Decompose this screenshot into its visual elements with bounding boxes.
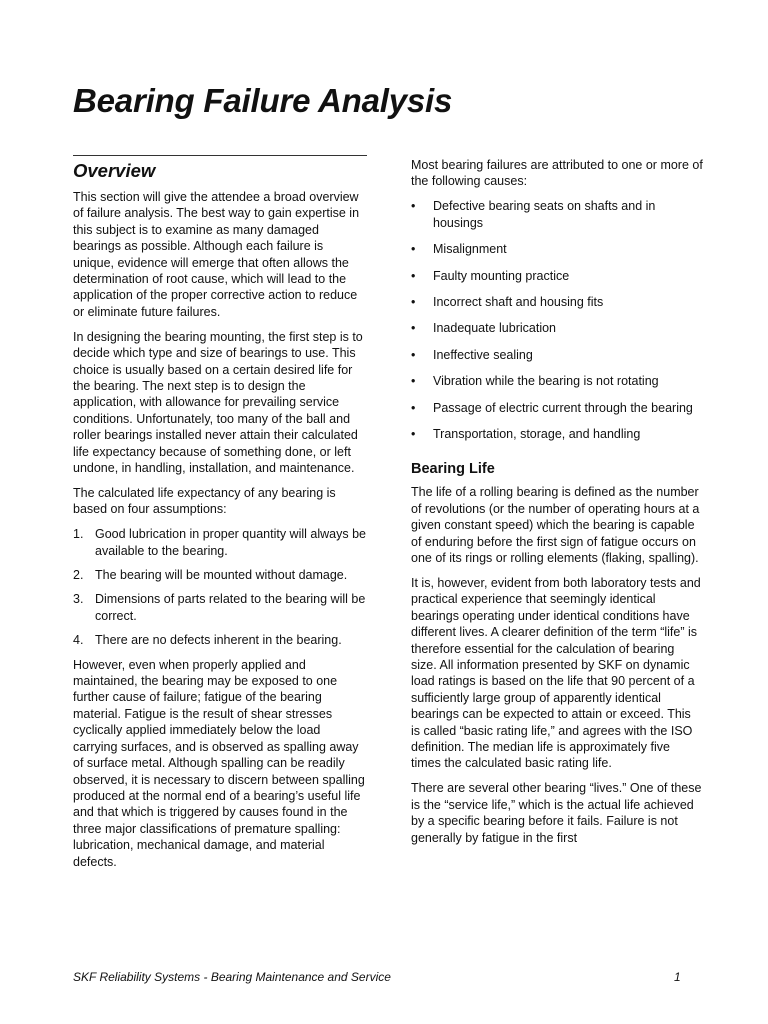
bullet-icon: • [411, 294, 416, 309]
page-number: 1 [674, 970, 681, 984]
list-item-text: Ineffective sealing [433, 347, 533, 362]
list-item-text: Defective bearing seats on shafts and in housings [433, 199, 656, 230]
bullet-icon: • [411, 347, 416, 362]
list-item [411, 241, 703, 257]
subheading-bearing-life: Bearing Life [411, 461, 495, 478]
footer-text: SKF Reliability Systems - Bearing Maintenance and Service [73, 970, 391, 984]
list-item [73, 567, 367, 583]
section-heading-overview: Overview [73, 155, 367, 183]
bullet-icon: • [411, 242, 416, 257]
list-item [411, 198, 703, 231]
fatigue-paragraph: However, even when properly applied and maintained, the bearing may be exposed to one further cause of failure; fatigue of the bearing material. Fatigue is the result of shear stresses cyclically applied immediately below the load carrying surfaces, and is observed as spalling away of surface metal. Although spalling can be readily observed, it is necessary to discern between spalling produced at the normal end of a bearing’s useful life and that which is triggered by causes found in the three major classifications of premature spalling: lubrication, mechanical damage, and material defects. [73, 657, 365, 869]
list-number: 3. [73, 592, 84, 607]
list-item-text: Incorrect shaft and housing fits [433, 294, 604, 309]
list-item-text: Misalignment [433, 242, 507, 257]
list-item [411, 373, 703, 389]
list-item-text: There are no defects inherent in the bearing. [95, 633, 342, 648]
list-item [411, 320, 703, 336]
rating-life-paragraph: It is, however, evident from both laboratory tests and practical experience that seemingly identical bearings operating under identical conditions have different lives. A clearer definition of the term “life” is therefore essential for the calculation of bearing size. All information presented by SKF on dynamic load ratings is based on the life that 90 percent of a sufficiently large group of apparently identical bearings can be expected to attain or exceed. This is called “basic rating life,” and agrees with the ISO definition. The median life is approximately five times the calculated basic rating life. [411, 575, 701, 771]
list-item-text: Passage of electric current through the bearing [433, 400, 693, 415]
service-life-paragraph: There are several other bearing “lives.” One of these is the “service life,” which is the actual life achieved by a specific bearing before it fails. Failure is not generally by fatigue in the first [411, 781, 702, 845]
bullet-icon: • [411, 268, 416, 283]
causes-intro: Most bearing failures are attributed to one or more of the following causes: [411, 158, 703, 189]
list-number: 1. [73, 527, 84, 542]
bullet-icon: • [411, 199, 416, 214]
assumptions-intro: The calculated life expectancy of any bearing is based on four assumptions: [73, 485, 336, 517]
list-item-text: Inadequate lubrication [433, 321, 557, 336]
design-paragraph: In designing the bearing mounting, the first step is to decide which type and size of bearings to use. This choice is usually based on a certain desired life for the bearing. The next step is to design the application, with allowance for prevailing service conditions. Unfortunately, too many of the ball and roller bearings installed never attain their calculated life expectancy because of something done, or left undone, in handling, installation, and maintenance. [73, 329, 363, 475]
bullet-icon: • [411, 374, 416, 389]
right-column [411, 157, 703, 854]
list-number: 4. [73, 633, 84, 648]
list-item [411, 400, 703, 416]
bullet-icon: • [411, 400, 416, 415]
list-item-text: Faulty mounting practice [433, 268, 570, 283]
list-item [411, 347, 703, 363]
causes-list [411, 198, 703, 442]
list-item-text: Dimensions of parts related to the bearing will be correct. [95, 592, 366, 623]
list-item-text: The bearing will be mounted without damage. [95, 568, 348, 583]
list-item [73, 526, 367, 559]
list-item-text: Good lubrication in proper quantity will always be available to the bearing. [95, 527, 366, 558]
assumptions-list [73, 526, 367, 648]
list-number: 2. [73, 568, 84, 583]
list-item [411, 294, 703, 310]
page-title: Bearing Failure Analysis [73, 82, 453, 119]
left-column [73, 155, 367, 878]
list-item [411, 268, 703, 284]
bullet-icon: • [411, 426, 416, 441]
overview-paragraph: This section will give the attendee a broad overview of failure analysis. The best way to gain expertise in this subject is to examine as many damaged bearings as possible. Although each failure is unique, evidence will emerge that often allows the determination of root cause, which will lead to the application of the proper corrective action to reduce or eliminate future failures. [73, 190, 360, 319]
bullet-icon: • [411, 321, 416, 336]
list-item-text: Vibration while the bearing is not rotating [433, 374, 659, 389]
list-item [73, 591, 367, 624]
bearing-life-paragraph: The life of a rolling bearing is defined as the number of revolutions (or the number of operating hours at a given constant speed) which the bearing is capable of enduring before the first sign of fatigue occurs on one of its rings or rolling elements (flaking, spalling). [411, 485, 700, 565]
list-item-text: Transportation, storage, and handling [433, 426, 641, 441]
list-item [411, 426, 703, 442]
list-item [73, 632, 367, 648]
